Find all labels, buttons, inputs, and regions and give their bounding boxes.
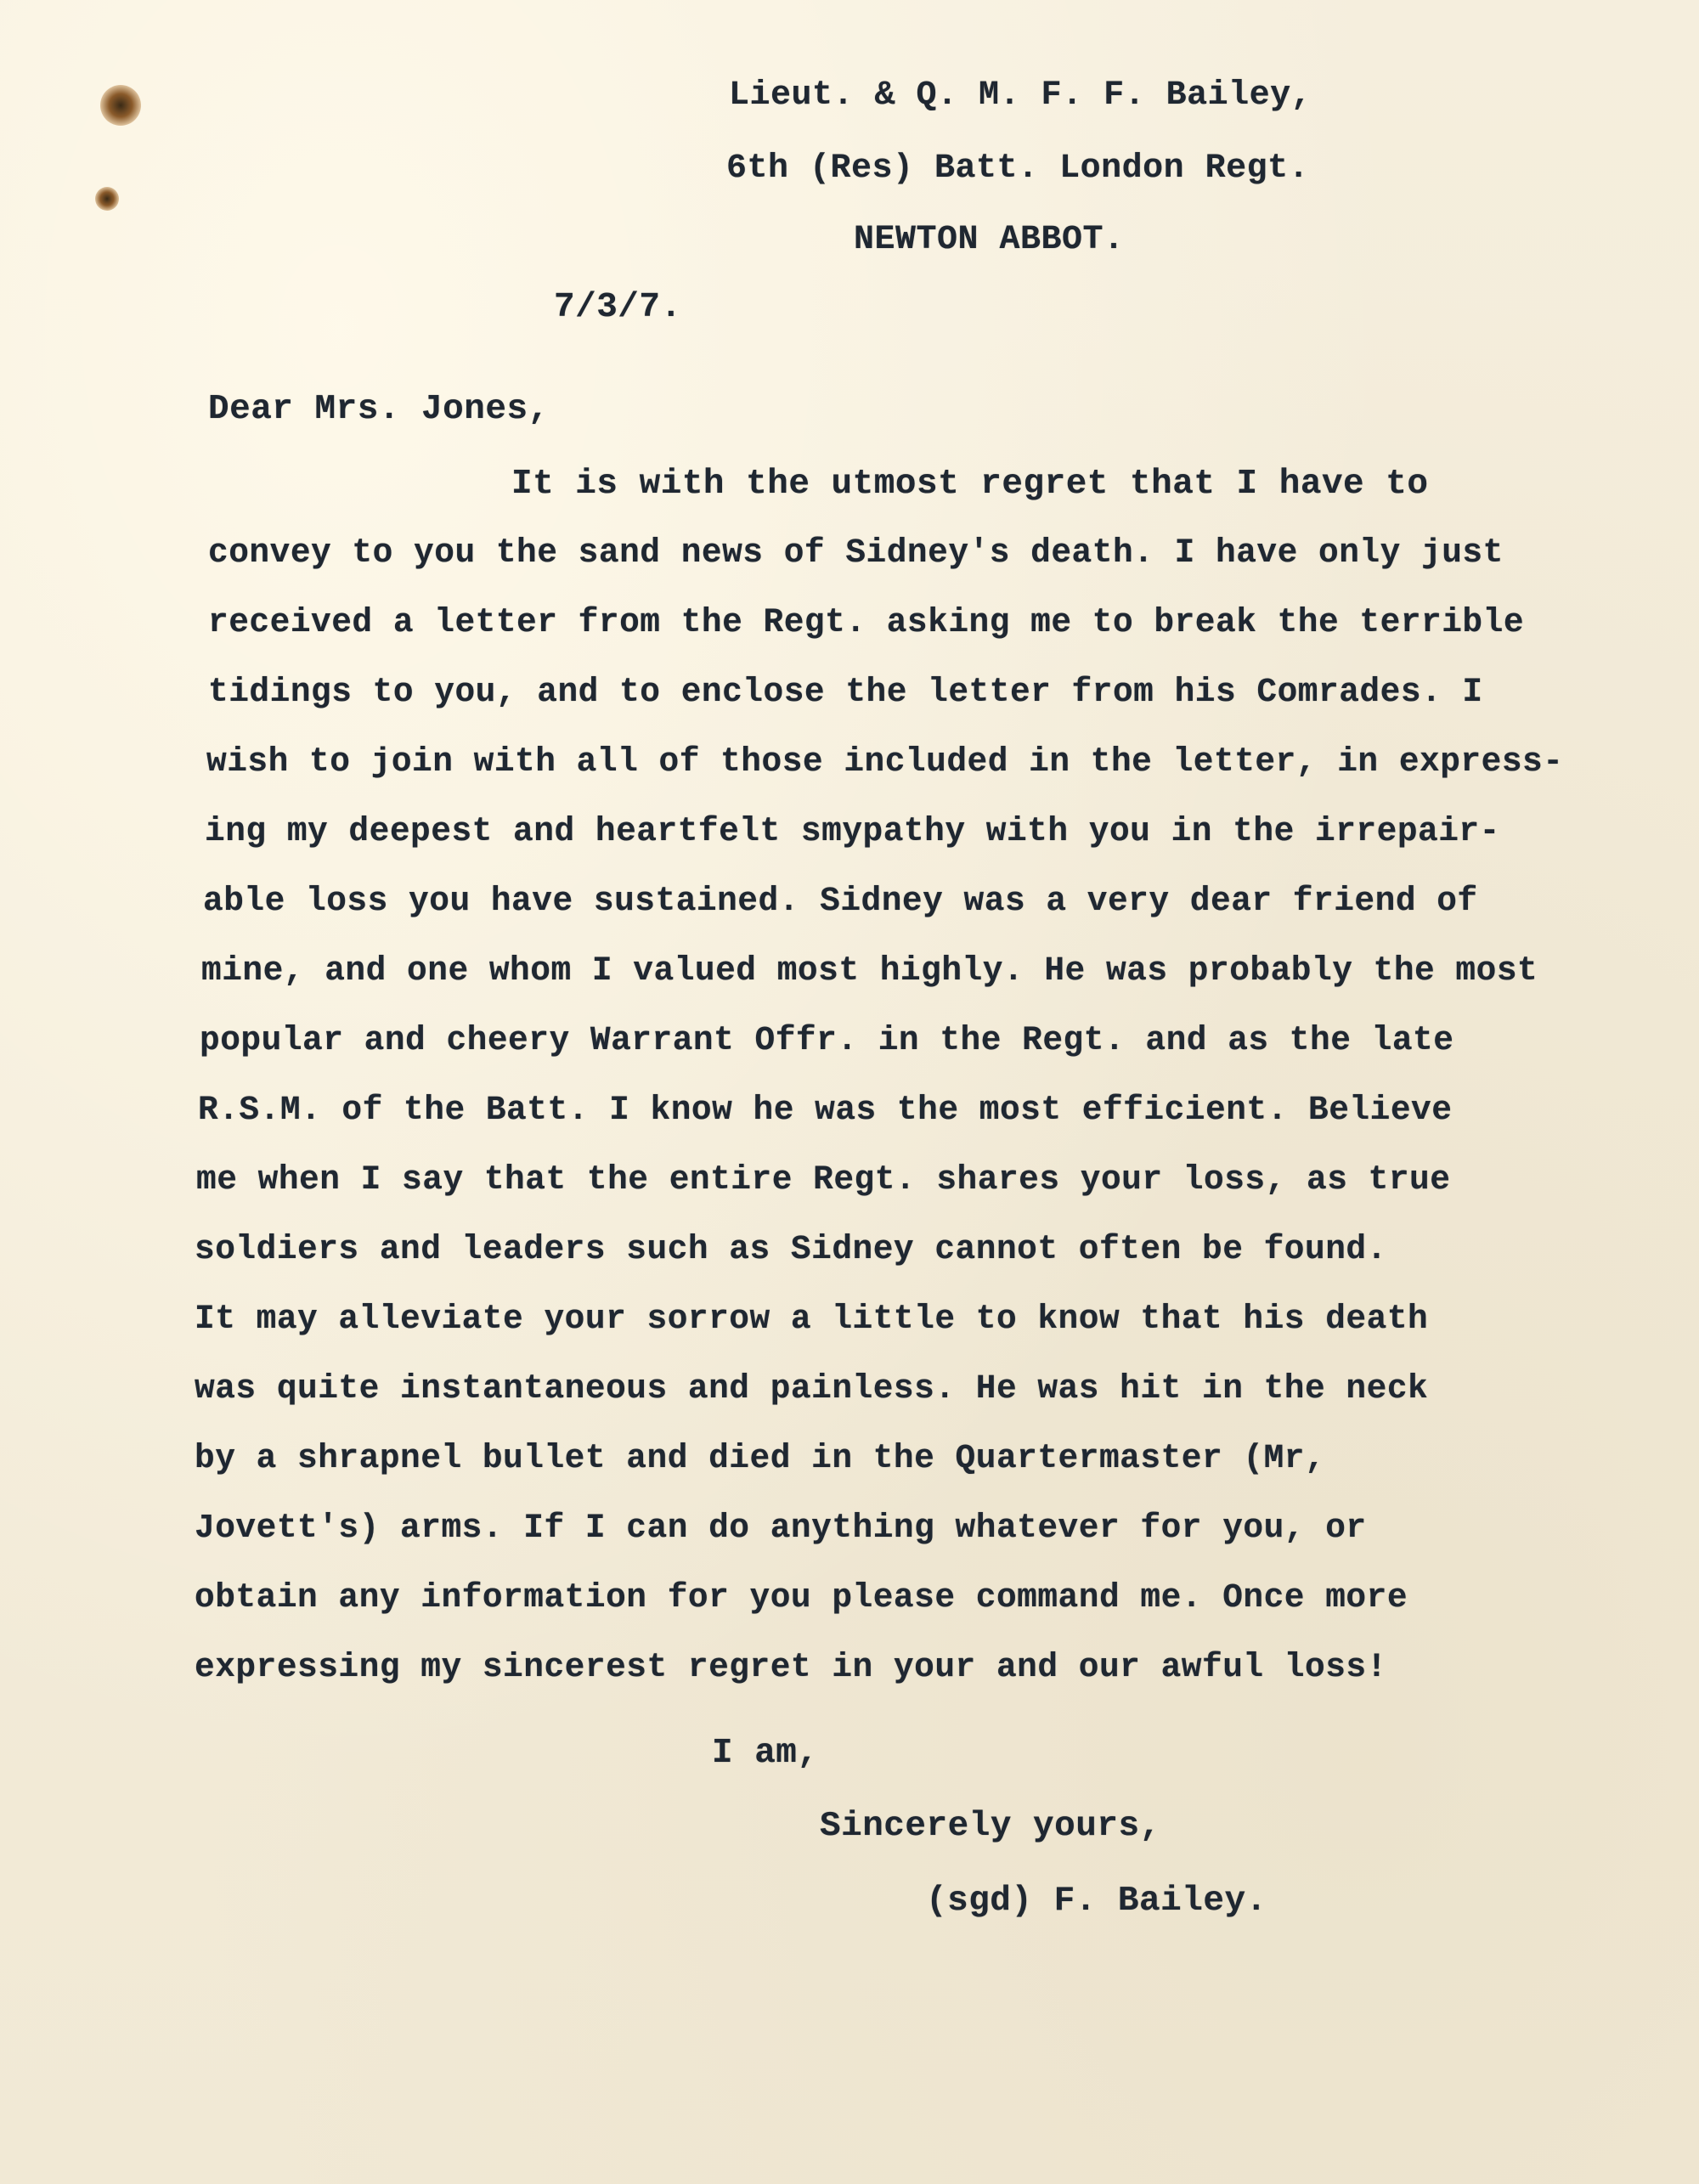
body-line: able loss you have sustained. Sidney was a very dear friend of <box>203 882 1478 920</box>
body-line: convey to you the sand news of Sidney's death. I have only just <box>208 533 1504 572</box>
body-line: popular and cheery Warrant Offr. in the Regt. and as the late <box>200 1021 1454 1059</box>
complimentary-close: Sincerely yours, <box>820 1807 1161 1846</box>
closing-line: I am, <box>712 1734 819 1773</box>
body-line: obtain any information for you please command me. Once more <box>195 1578 1408 1617</box>
sender-location: NEWTON ABBOT. <box>854 221 1125 259</box>
body-line: wish to join with all of those included in the letter, in express- <box>206 742 1564 781</box>
body-line: was quite instantaneous and painless. He was hit in the neck <box>195 1369 1429 1408</box>
burn-mark <box>100 85 141 126</box>
body-line: expressing my sincerest regret in your and our awful loss! <box>195 1648 1387 1686</box>
body-line: Jovett's) arms. If I can do anything whatever for you, or <box>195 1509 1367 1547</box>
salutation: Dear Mrs. Jones, <box>208 390 550 429</box>
body-line: mine, and one whom I valued most highly. He was probably the most <box>201 951 1538 990</box>
sender-unit: 6th (Res) Batt. London Regt. <box>726 150 1310 188</box>
body-line: It is with the utmost regret that I have to <box>511 465 1429 504</box>
body-line: by a shrapnel bullet and died in the Quartermaster (Mr, <box>195 1439 1326 1477</box>
signature: (sgd) F. Bailey. <box>926 1882 1267 1921</box>
letter-date: 7/3/7. <box>554 288 682 327</box>
body-line: It may alleviate your sorrow a little to know that his death <box>195 1300 1429 1338</box>
body-line: R.S.M. of the Batt. I know he was the most efficient. Believe <box>198 1091 1453 1129</box>
burn-mark <box>95 187 119 211</box>
body-line: tidings to you, and to enclose the letter from his Comrades. I <box>208 673 1483 711</box>
sender-rank-name: Lieut. & Q. M. F. F. Bailey, <box>729 76 1312 115</box>
body-line: received a letter from the Regt. asking me to break the terrible <box>208 603 1525 641</box>
body-line: soldiers and leaders such as Sidney cannot often be found. <box>195 1230 1387 1268</box>
body-line: me when I say that the entire Regt. shares your loss, as true <box>196 1160 1451 1199</box>
body-line: ing my deepest and heartfelt smypathy with you in the irrepair- <box>205 812 1500 850</box>
